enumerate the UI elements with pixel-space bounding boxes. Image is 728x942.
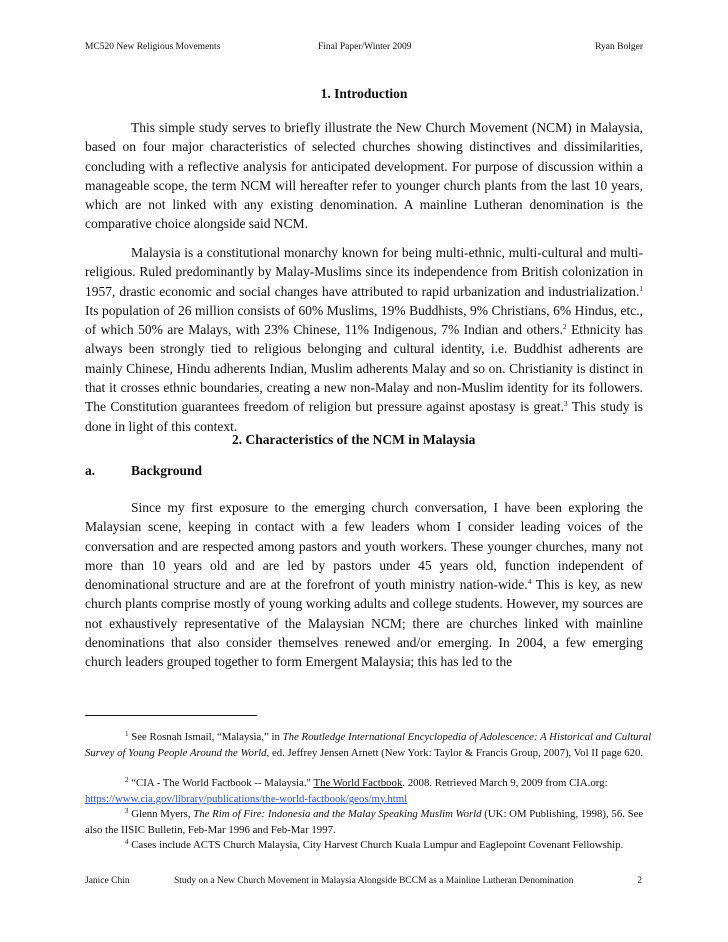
- footnote-4-number: 4: [125, 838, 129, 846]
- background-paragraph: [85, 498, 643, 672]
- context-text-c: Ethnicity has always been strongly tied to religious belonging and cultural identity, i.e. Buddhist adherents are mainly Chinese, Hindu adherents Indian, Muslim adherents Malay and so on. Christianity is distinct in that it crosses ethnic boundaries, creating a new non-Malay and non-Muslim identity for its followers. The Constitution guarantees freedom of religion but pressure against apostasy is great.: [85, 322, 643, 415]
- header-course: MC520 New Religious Movements: [85, 42, 221, 52]
- header-paper: Final Paper/Winter 2009: [318, 42, 412, 52]
- footnote-separator: [85, 715, 257, 716]
- footnote-4: [85, 838, 655, 854]
- footer-name: Janice Chin: [85, 876, 130, 886]
- footnote-2-number: 2: [125, 776, 129, 784]
- footnote-2: [85, 776, 655, 807]
- intro-paragraph: This simple study serves to briefly illustrate the New Church Movement (NCM) in Malaysia, based on four major characteristics of selected churches showing distinctives and dissimilarities, concluding with a reflective analysis for anticipated development. For purpose of discussion within a manageable scope, the term NCM will hereafter refer to younger church plants from the last 10 years, which are not linked with any existing denomination. A mainline Lutheran denomination is the comparative choice alongside said NCM.: [85, 120, 643, 232]
- context-text-b: Its population of 26 million consists of 60% Muslims, 19% Buddhists, 9% Christians, 6% Hindus, etc., of which 50% are Malays, with 23% Chinese, 11% Indigenous, 7% Indian and others.: [85, 302, 643, 338]
- introduction-heading-text: 1. Introduction: [320, 86, 408, 101]
- header-author: Ryan Bolger: [595, 42, 643, 52]
- page-number: 2: [637, 876, 642, 886]
- footnote-1-title: The Routledge International Encyclopedia of Adolescence: A Historical and Cultural Survey of Young People Around the World,: [85, 731, 652, 759]
- background-title: Background: [131, 463, 203, 478]
- footnote-ref-2: 2: [562, 322, 567, 332]
- footnote-2-title: The World Factbook: [313, 777, 403, 789]
- footnote-1-pre: See Rosnah Ismail, “Malaysia,” in: [128, 731, 283, 743]
- footnote-1: [85, 730, 655, 761]
- background-text-b: This is key, as new church plants comprise mostly of young working adults and college students. However, my sources are not exhaustively representative of the Malaysian NCM; there are churches linked with mainline denominations that also consider themselves renewed and/or emerging. In 2004, a few emerging church leaders grouped together to form Emergent Malaysia; this has led to the: [85, 577, 643, 670]
- footnote-3-post: (UK: OM Publishing, 1998), 56. See also the IISIC Bulletin, Feb-Mar 1996 and Feb-Mar 1997.: [85, 808, 644, 836]
- context-text-a: Malaysia is a constitutional monarchy known for being multi-ethnic, multi-cultural and multi-religious. Ruled predominantly by Malay-Muslims since its independence from British colonization in 1957, drastic economic and social changes have attributed to rapid urbanization and industrialization.: [85, 245, 643, 299]
- footnote-2-pre: “CIA - The World Factbook -- Malaysia.": [128, 777, 314, 789]
- footnote-1-number: 1: [125, 730, 129, 738]
- context-text-d: This study is done in light of this context.: [85, 399, 643, 434]
- footnote-3: [85, 807, 655, 838]
- background-label: a.: [85, 463, 96, 478]
- footnote-3-title: The Rim of Fire: Indonesia and the Malay Speaking Muslim World: [193, 808, 482, 820]
- footnote-ref-4: 4: [527, 577, 532, 587]
- background-text-a: Since my first exposure to the emerging church conversation, I have been exploring the Malaysian scene, keeping in contact with a few leaders whom I consider leading voices of the conversation and are respected among pastors and youth workers. These younger churches, many not more than 10 years old and are led by pastors under 45 years old, function independent of denominational structure and are at the forefront of youth ministry nation-wide.: [85, 500, 643, 593]
- footnote-3-pre: Glenn Myers,: [128, 808, 194, 820]
- introduction-heading: [0, 86, 728, 102]
- characteristics-heading: 2. Characteristics of the NCM in Malaysia: [232, 432, 476, 447]
- footnote-3-number: 3: [125, 807, 129, 815]
- footnote-2-mid: . 2008. Retrieved March 9, 2009 from CIA.org:: [402, 777, 608, 789]
- context-paragraph: [85, 243, 643, 436]
- footnote-ref-1: 1: [639, 283, 643, 293]
- footnote-1-post: ed. Jeffrey Jensen Arnett (New York: Taylor & Francis Group, 2007), Vol II page 620.: [269, 746, 644, 759]
- factbook-link[interactable]: https://www.cia.gov/library/publications/the-world-factbook/geos/my.html: [85, 792, 408, 805]
- footnote-ref-3: 3: [563, 399, 568, 409]
- footnote-4-text: Cases include ACTS Church Malaysia, City Harvest Church Kuala Lumpur and Eaglepoint Covenant Fellowship.: [128, 839, 624, 851]
- footer-study-title: Study on a New Church Movement in Malaysia Alongside BCCM as a Mainline Lutheran Denomination: [174, 876, 574, 886]
